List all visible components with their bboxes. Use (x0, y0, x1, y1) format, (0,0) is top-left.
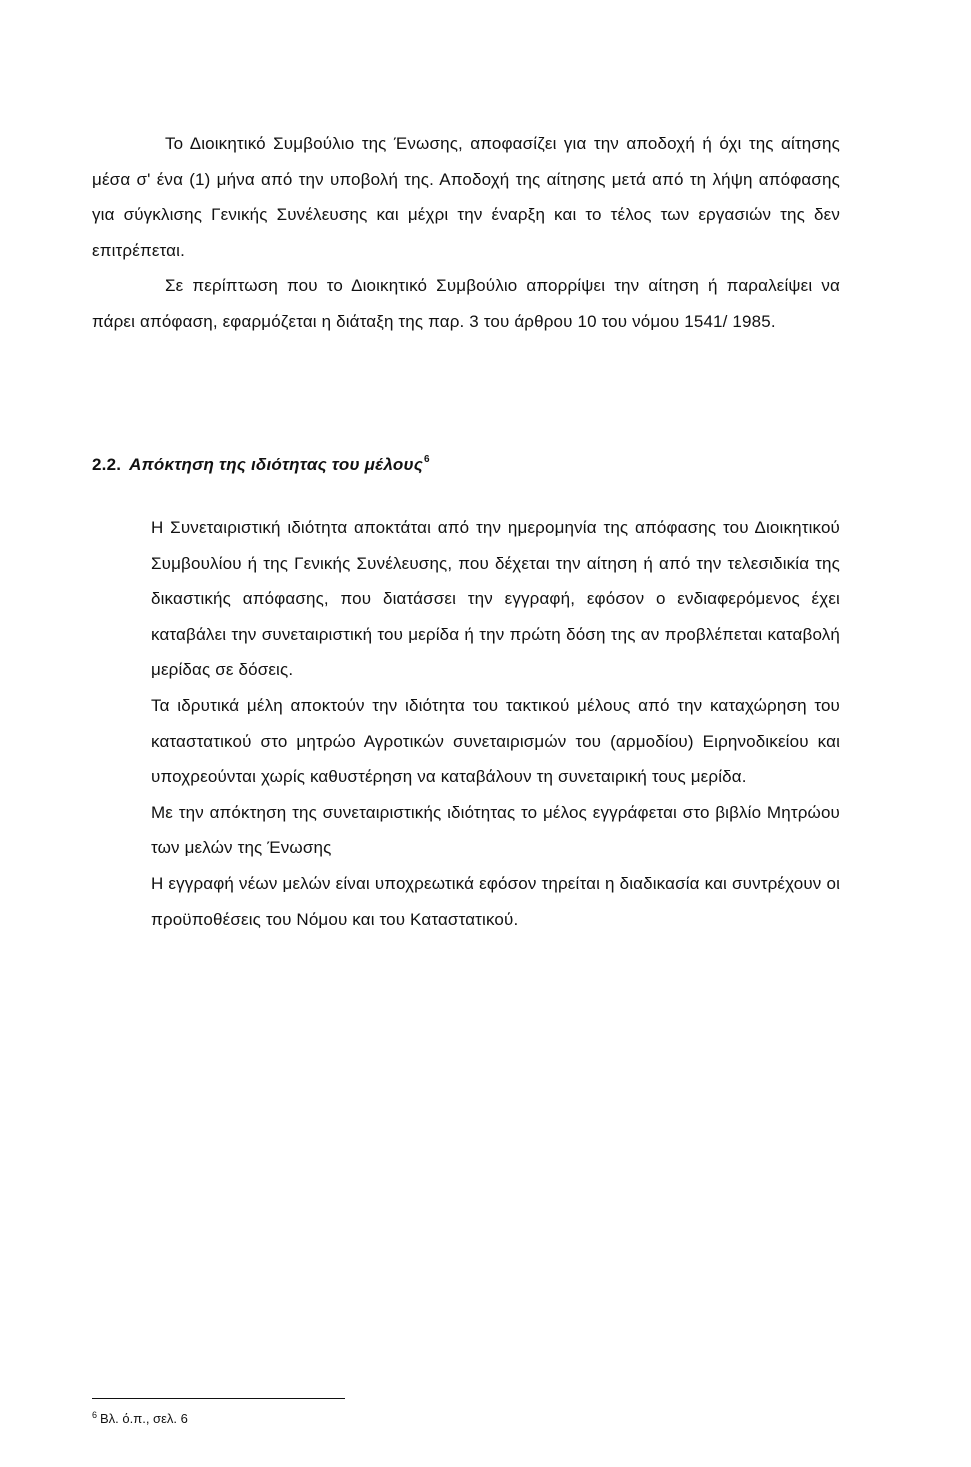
section-number: 2.2. (92, 455, 122, 474)
section-title: Απόκτηση της ιδιότητας του μέλους (129, 455, 423, 474)
paragraph-membership-acquisition: Η Συνεταιριστική ιδιότητα αποκτάται από την ημερομηνία της απόφασης του Διοικητικού Συμβουλίου ή της Γενικής Συνέλευσης, που δέχεται την αίτηση ή από την τελεσιδικία της δικαστικής απόφασης, που διατάσσει την εγγραφή, εφόσον ο ενδιαφερόμενος έχει καταβάλει την συνεταιριστική του μερίδα ή την πρώτη δόση της αν προβλέπεται καταβολή μερίδας σε δόσεις. (151, 518, 840, 680)
paragraph-decision-deadline: Το Διοικητικό Συμβούλιο της Ένωσης, αποφασίζει για την αποδοχή ή όχι της αίτησης μέσα σ' ένα (1) μήνα από την υποβολή της. Αποδοχή της αίτησης μετά από τη λήψη απόφασης για σύγκλισης Γενικής Συνέλευσης και μέχρι την έναρξη και το τέλος των εργασιών της δεν επιτρέπεται. (92, 134, 840, 260)
paragraph-registration-obligation: Η εγγραφή νέων μελών είναι υποχρεωτικά εφόσον τηρείται η διαδικασία και συντρέχουν οι προϋποθέσεις του Νόμου και του Καταστατικού. (151, 873, 840, 929)
paragraph-member-registry: Με την απόκτηση της συνεταιριστικής ιδιότητας το μέλος εγγράφεται στο βιβλίο Μητρώου των μελών της Ένωσης (151, 802, 840, 858)
footnote-text: Βλ. ό.π., σελ. 6 (100, 1411, 188, 1426)
footnote-marker: 6 (92, 1410, 98, 1420)
section-body-block (151, 510, 840, 937)
intro-text-block (92, 126, 840, 340)
footnote-divider (92, 1398, 345, 1399)
section-heading (92, 442, 430, 482)
paragraph-founding-members: Τα ιδρυτικά μέλη αποκτούν την ιδιότητα του τακτικού μέλους από την καταχώρηση του καταστατικού στο μητρώο Αγροτικών συνεταιρισμών του (αρμοδίου) Ειρηνοδικείου και υποχρεούνται χωρίς καθυστέρηση να καταβάλουν τη συνεταιρική τους μερίδα. (151, 695, 840, 787)
paragraph-rejection-case: Σε περίπτωση που το Διοικητικό Συμβούλιο απορρίψει την αίτηση ή παραλείψει να πάρει απόφαση, εφαρμόζεται η διάταξη της παρ. 3 του άρθρου 10 του νόμου 1541/ 1985. (92, 276, 840, 331)
footnote (92, 1406, 188, 1428)
footnote-reference: 6 (423, 454, 430, 465)
